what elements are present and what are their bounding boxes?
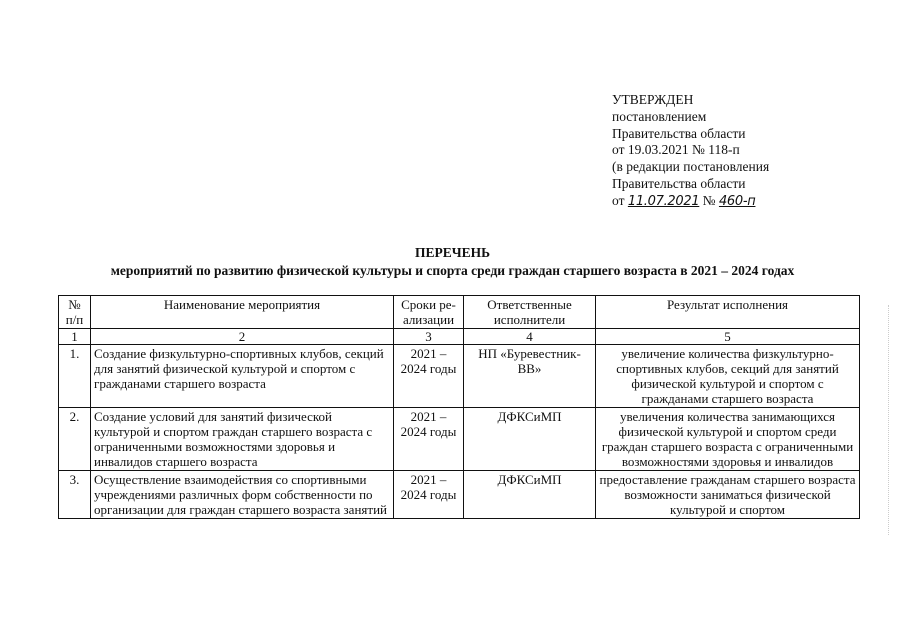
row-period: 2021 – 2024 годы	[394, 345, 464, 408]
row-measure: Создание физкультурно-спортивных клубов, секций для занятий физической культурой и спортом с гражданами старшего возраста	[91, 345, 394, 408]
header-num: № п/п	[59, 296, 91, 329]
table-header-row	[59, 296, 860, 329]
number-sign: №	[702, 192, 716, 208]
row-responsible: НП «Буревестник-ВВ»	[464, 345, 596, 408]
row-period: 2021 – 2024 годы	[394, 471, 464, 519]
row-result: увеличение количества физкультурно-спортивных клубов, секций для занятий физической культурой и спортом с гражданами старшего возраста	[596, 345, 860, 408]
row-period: 2021 – 2024 годы	[394, 408, 464, 471]
document-subtitle: мероприятий по развитию физической культуры и спорта среди граждан старшего возраста в 2021 – 2024 годах	[110, 263, 795, 278]
table-row	[59, 471, 860, 519]
row-number: 1.	[59, 345, 91, 408]
column-number-row	[59, 329, 860, 345]
handwritten-date: 11.07.2021	[627, 193, 700, 209]
handwritten-number: 460-п	[718, 193, 756, 209]
approval-line-2: Правительства области	[612, 125, 746, 141]
approval-line-4: (в редакции постановления	[612, 159, 770, 175]
approval-stamp	[612, 92, 769, 211]
row-number: 3.	[59, 471, 91, 519]
row-result: предоставление гражданам старшего возраста возможности заниматься физической культурой и спортом	[596, 471, 860, 519]
row-number: 2.	[59, 408, 91, 471]
header-name: Наименование мероприятия	[91, 296, 394, 329]
approval-line-6	[612, 193, 769, 211]
row-result: увеличения количества занимающихся физической культурой и спортом среди граждан старшего возраста с ограниченными возможностями здоровья и инвалидов	[596, 408, 860, 471]
approval-line-1: постановлением	[612, 108, 707, 124]
table-row	[59, 345, 860, 408]
row-measure: Осуществление взаимодействия со спортивными учреждениями различных форм собственности по организации для граждан старшего возраста занятий	[91, 471, 394, 519]
approval-date-prefix: от	[612, 192, 625, 208]
approved-heading: УТВЕРЖДЕН	[612, 92, 694, 107]
row-responsible: ДФКСиМП	[464, 408, 596, 471]
header-result: Результат исполнения	[596, 296, 860, 329]
header-period: Сроки ре- ализации	[394, 296, 464, 329]
document-title: ПЕРЕЧЕНЬ	[414, 245, 491, 260]
col-number: 2	[91, 329, 394, 345]
col-number: 1	[59, 329, 91, 345]
row-measure: Создание условий для занятий физической культурой и спортом граждан старшего возраста с ограниченными возможностями здоровья и инвалидов старшего возраста	[91, 408, 394, 471]
scan-edge-line	[887, 305, 889, 535]
measures-table	[58, 295, 860, 519]
document-title-block	[0, 245, 905, 279]
row-responsible: ДФКСиМП	[464, 471, 596, 519]
approval-line-5: Правительства области	[612, 175, 746, 191]
col-number: 4	[464, 329, 596, 345]
col-number: 5	[596, 329, 860, 345]
header-responsible: Ответственные исполнители	[464, 296, 596, 329]
table-row	[59, 408, 860, 471]
approval-line-3: от 19.03.2021 № 118-п	[612, 142, 740, 158]
col-number: 3	[394, 329, 464, 345]
